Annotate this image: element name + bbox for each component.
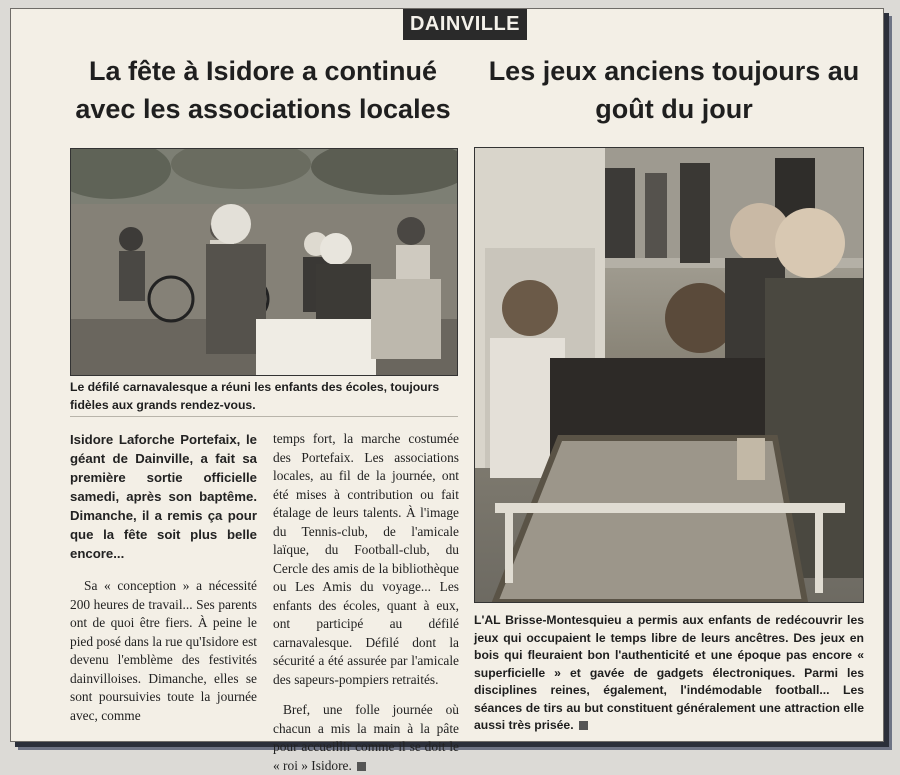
- article-conclusion: [273, 701, 459, 775]
- section-tag: DAINVILLE: [403, 9, 527, 40]
- wooden-games-photo: [474, 147, 864, 603]
- article-conclusion-text: Bref, une folle journée où chacun a mis la main à la pâte pour accueillir comme il se doit le « roi » Isidore.: [273, 702, 459, 773]
- right-headline: Les jeux anciens toujours au goût du jour: [488, 56, 860, 124]
- caption-divider: [70, 416, 458, 417]
- article-lead: Isidore Laforche Portefaix, le géant de Dainville, a fait sa première sortie officielle samedi, après son baptême. Dimanche, il a remis ça pour que la fête soit plus belle encore...: [70, 432, 257, 561]
- left-article-column-2: [273, 430, 459, 775]
- left-headline: La fête à Isidore a continué avec les associations locales: [75, 56, 451, 124]
- article-body-part-1: Sa « conception » a nécessité 200 heures de travail... Ses parents ont de quoi être fiers. À peine le pied posé dans la rue qu'Isidore est devenu l'emblème des festivités dainvilloises. Dimanche, elles se sont poursuivies toute la journée avec, comme: [70, 578, 257, 723]
- left-photo-caption: Le défilé carnavalesque a réuni les enfants des écoles, toujours fidèles aux grands rendez-vous.: [70, 380, 440, 412]
- end-mark-icon: [579, 721, 588, 730]
- right-photo-caption: [474, 612, 864, 735]
- parade-photo: [70, 148, 458, 376]
- right-photo-caption-text: L'AL Brisse-Montesquieu a permis aux enfants de redécouvrir les jeux qui occupaient le temps libre de leurs ancêtres. Des jeux en bois qui fleuraient bon l'authenticité et une époque pas encore « superficielle » et gavée de gadgets électroniques. Parmi les disciplines reines, également, l'indémodable football... Les séances de tirs au but constituent généralement une attraction elle aussi très prisée.: [474, 613, 864, 732]
- left-article-column-1: [70, 430, 257, 725]
- article-body-part-2: temps fort, la marche costumée des Portefaix. Les associations locales, au fil de la journée, ont été mises à contribution ou fait étalage de leurs talents. À l'image du Tennis-club, de l'amicale laïque, du Football-club, du Cercle des amis de la bibliothèque ou Les Amis du voyage... Les enfants des écoles, quant à eux, ont participé au défilé carnavalesque. Défilé dont la sécurité a été assurée par l'amicale des sapeurs-pompiers retraités.: [273, 431, 459, 687]
- end-mark-icon: [357, 762, 366, 771]
